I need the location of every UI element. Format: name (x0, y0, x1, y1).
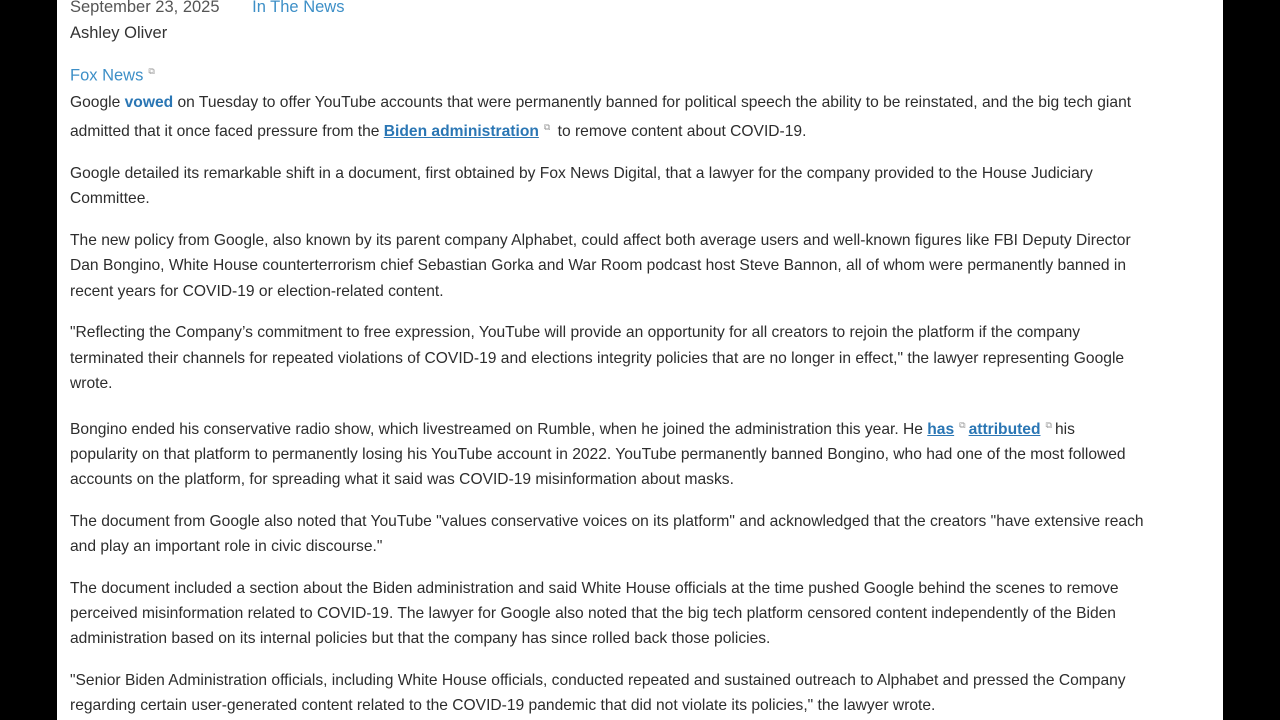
has-link[interactable]: has (927, 420, 955, 438)
external-link-icon: ⧉ (959, 419, 966, 430)
paragraph-2: Google detailed its remarkable shift in a document, first obtained by Fox News Digital, that a lawyer for the company provided to the House Judiciary Committee. (70, 165, 1093, 208)
vowed-link[interactable]: vowed (124, 94, 174, 111)
author-name: Ashley Oliver (70, 24, 168, 42)
source-label[interactable]: Fox News (70, 66, 144, 85)
publish-date: September 23, 2025 (70, 0, 220, 16)
attributed-link[interactable]: attributed (968, 420, 1041, 438)
biden-administration-link[interactable]: Biden administration (383, 123, 539, 141)
article-page (57, 0, 1223, 720)
paragraph-6: The document from Google also noted that YouTube "values conservative voices on its platform" and acknowledged that the creators "have extensive reach and play an important role in civic discourse." (70, 512, 1144, 556)
paragraph-3: The new policy from Google, also known by its parent company Alphabet, could affect both average users and well-known figures like FBI Deputy Director Dan Bongino, White House counterterrorism chief Sebastian Gorka and War Room podcast host Steve Bannon, all of whom were permanently banned in recent years for COVID-19 or election-related content. (70, 232, 1131, 300)
article-body (70, 90, 1223, 720)
paragraph-5: Bongino ended his conservative radio show, which livestreamed on Rumble, when he joined the administration this year. He has ⧉ attributed ⧉ his popularity on that platform to permanently losing his YouTube account in 2022. YouTube permanently banned Bongino, who had one of the most followed accounts on the platform, for spreading what it said was COVID-19 misinformation about masks. (70, 413, 1223, 493)
article-meta (70, 0, 344, 17)
external-link-icon: ⧉ (1045, 419, 1052, 430)
external-link-icon: ⧉ (148, 66, 155, 76)
category-link[interactable]: In The News (252, 0, 345, 16)
paragraph-7: The document included a section about the Biden administration and said White House officials at the time pushed Google behind the scenes to remove perceived misinformation related to COVID-19. The lawyer for Google also noted that the big tech platform censored content independently of the Biden administration based on its internal policies but that the company has since rolled back those policies. (70, 579, 1119, 648)
external-link-icon: ⧉ (543, 122, 551, 133)
paragraph-8: "Senior Biden Administration officials, including White House officials, conducted repeated and sustained outreach to Alphabet and pressed the Company regarding certain user-generated content related to the COVID-19 pandemic that did not violate its policies," the lawyer wrote. (70, 672, 1126, 715)
source-link[interactable] (70, 66, 158, 86)
paragraph-4: "Reflecting the Company’s commitment to free expression, YouTube will provide an opportunity for all creators to rejoin the platform if the company terminated their channels for repeated violations of COVID-19 and elections integrity policies that are no longer in effect," the lawyer representing Google wrote. (70, 324, 1125, 392)
paragraph-1: Google vowed on Tuesday to offer YouTube accounts that were permanently banned for political speech the ability to be reinstated, and the big tech giant admitted that it once faced pressure from the Biden administration ⧉ to remove content about COVID-19. (70, 94, 1132, 141)
